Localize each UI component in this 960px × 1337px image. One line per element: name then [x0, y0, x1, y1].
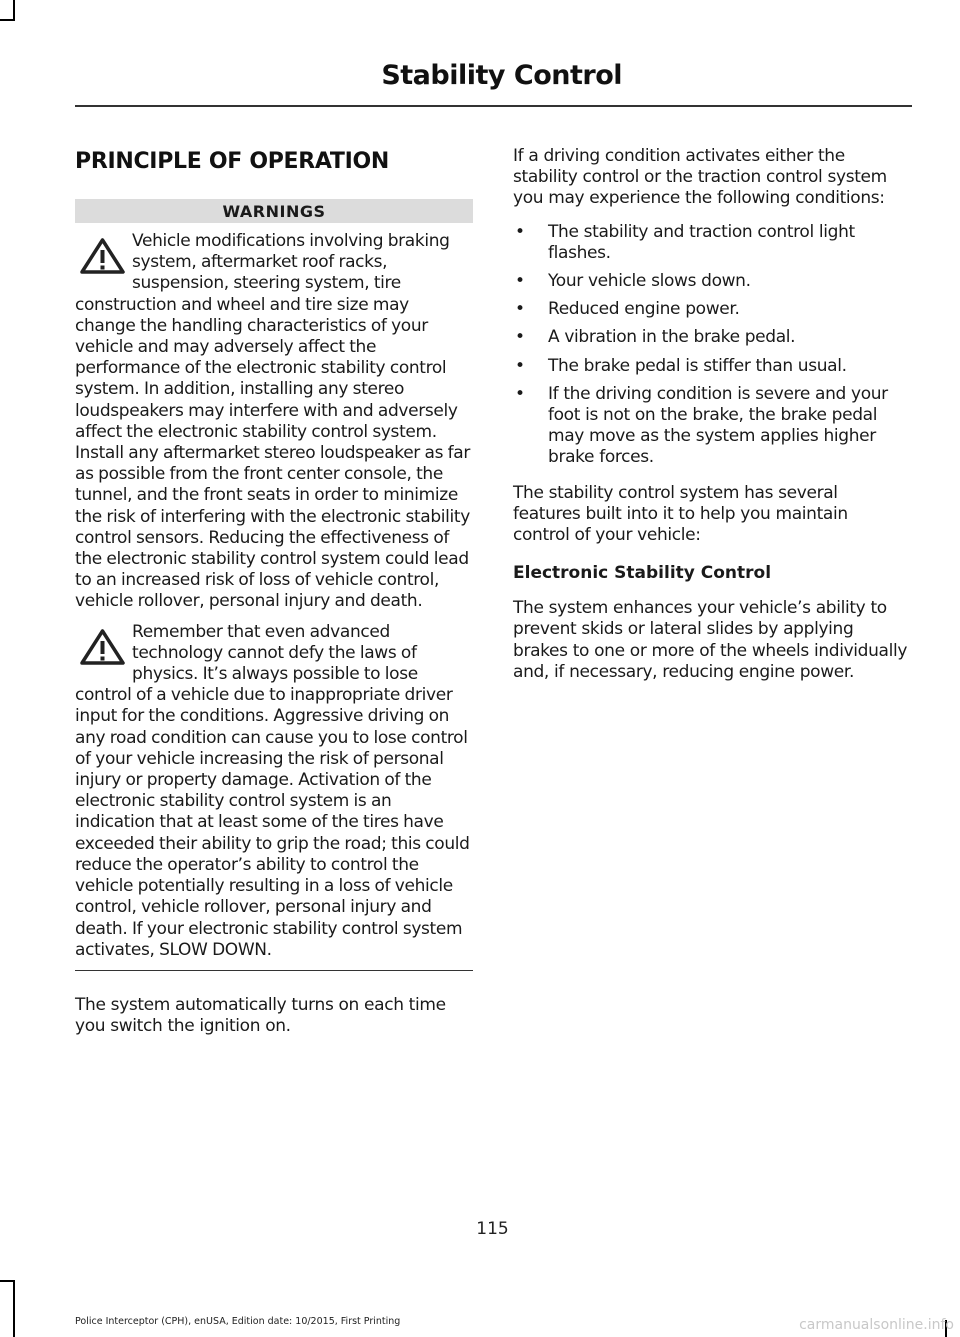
list-item: • The brake pedal is stiffer than usual. — [515, 355, 847, 376]
list-item: • Reduced engine power. — [515, 299, 740, 320]
bullet-glyph: • — [515, 327, 525, 348]
warning-triangle-icon — [79, 237, 126, 275]
warning-item — [75, 622, 473, 961]
bullet-glyph: • — [515, 299, 525, 320]
bullet-glyph: • — [515, 383, 525, 404]
bullet-glyph: • — [515, 355, 525, 376]
intro-paragraph: If a driving condition activates either the stability control or the traction control system you may experience the following conditions: — [513, 146, 887, 209]
list-item: • If the driving condition is severe and your foot is not on the brake, the brake pedal may move as the system applies higher brake forces. — [515, 383, 888, 468]
bullet-glyph: • — [515, 221, 525, 242]
crop-mark — [0, 19, 15, 21]
page-number: 115 — [476, 1219, 509, 1239]
features-paragraph: The stability control system has several features built into it to help you maintain control of your vehicle: — [513, 482, 848, 546]
warning-triangle-icon — [79, 628, 126, 666]
page-header-title: Stability Control — [381, 60, 622, 91]
header-rule — [75, 105, 912, 107]
section-heading: PRINCIPLE OF OPERATION — [75, 149, 390, 174]
right-column — [513, 146, 908, 683]
crop-mark — [0, 1280, 15, 1282]
crop-mark — [13, 0, 15, 20]
list-item: • The stability and traction control light flashes. — [515, 221, 855, 263]
warnings-end-rule — [75, 970, 473, 971]
warning-text: Remember that even advanced technology cannot defy the laws of physics. It’s always possible to lose control of a vehicle due to inappropriate driver input for the conditions. Aggressive driving on any road condition can cause you to lose control of your vehicle increasing the risk of personal injury or property damage. Activation of the electronic stability control system is an indication that at least some of the tires have exceeded their ability to grip the road; this could reduce the operator’s ability to control the vehicle potentially resulting in a loss of vehicle control, vehicle rollover, personal injury and death. If your electronic stability control system activates, SLOW DOWN. — [75, 621, 470, 960]
crop-mark — [13, 1280, 15, 1337]
left-column — [75, 145, 473, 1037]
esc-paragraph: The system enhances your vehicle’s ability to prevent skids or lateral slides by applying brakes to one or more of the wheels individually and, if necessary, reducing engine power. — [513, 598, 908, 682]
list-item: • Your vehicle slows down. — [515, 271, 751, 292]
footer-edition: Police Interceptor (CPH), enUSA, Edition date: 10/2015, First Printing — [75, 1316, 401, 1327]
list-item: • A vibration in the brake pedal. — [515, 327, 796, 348]
bullet-glyph: • — [515, 271, 525, 292]
warning-item — [75, 231, 473, 613]
warnings-box — [75, 199, 473, 971]
warnings-title: WARNINGS — [75, 199, 473, 223]
watermark: carmanualsonline.info — [799, 1317, 954, 1333]
ignition-paragraph: The system automatically turns on each time you switch the ignition on. — [75, 994, 446, 1037]
conditions-list — [513, 222, 908, 469]
warning-text: Vehicle modifications involving braking system, aftermarket roof racks, suspension, steering system, tire construction and wheel and tire size may change the handling characteristics of your vehicle and may adversely affect the performance of the electronic stability control system. In addition, installing any stereo loudspeakers may interfere with and adversely affect the electronic stability control system. Install any aftermarket stereo loudspeaker as far as possible from the front center console, the tunnel, and the front seats in order to minimize the risk of interfering with the electronic stability control sensors. Reducing the effectiveness of the electronic stability control system could lead to an increased risk of loss of vehicle control, vehicle rollover, personal injury and death. — [75, 231, 470, 612]
subheading-esc: Electronic Stability Control — [513, 563, 772, 584]
